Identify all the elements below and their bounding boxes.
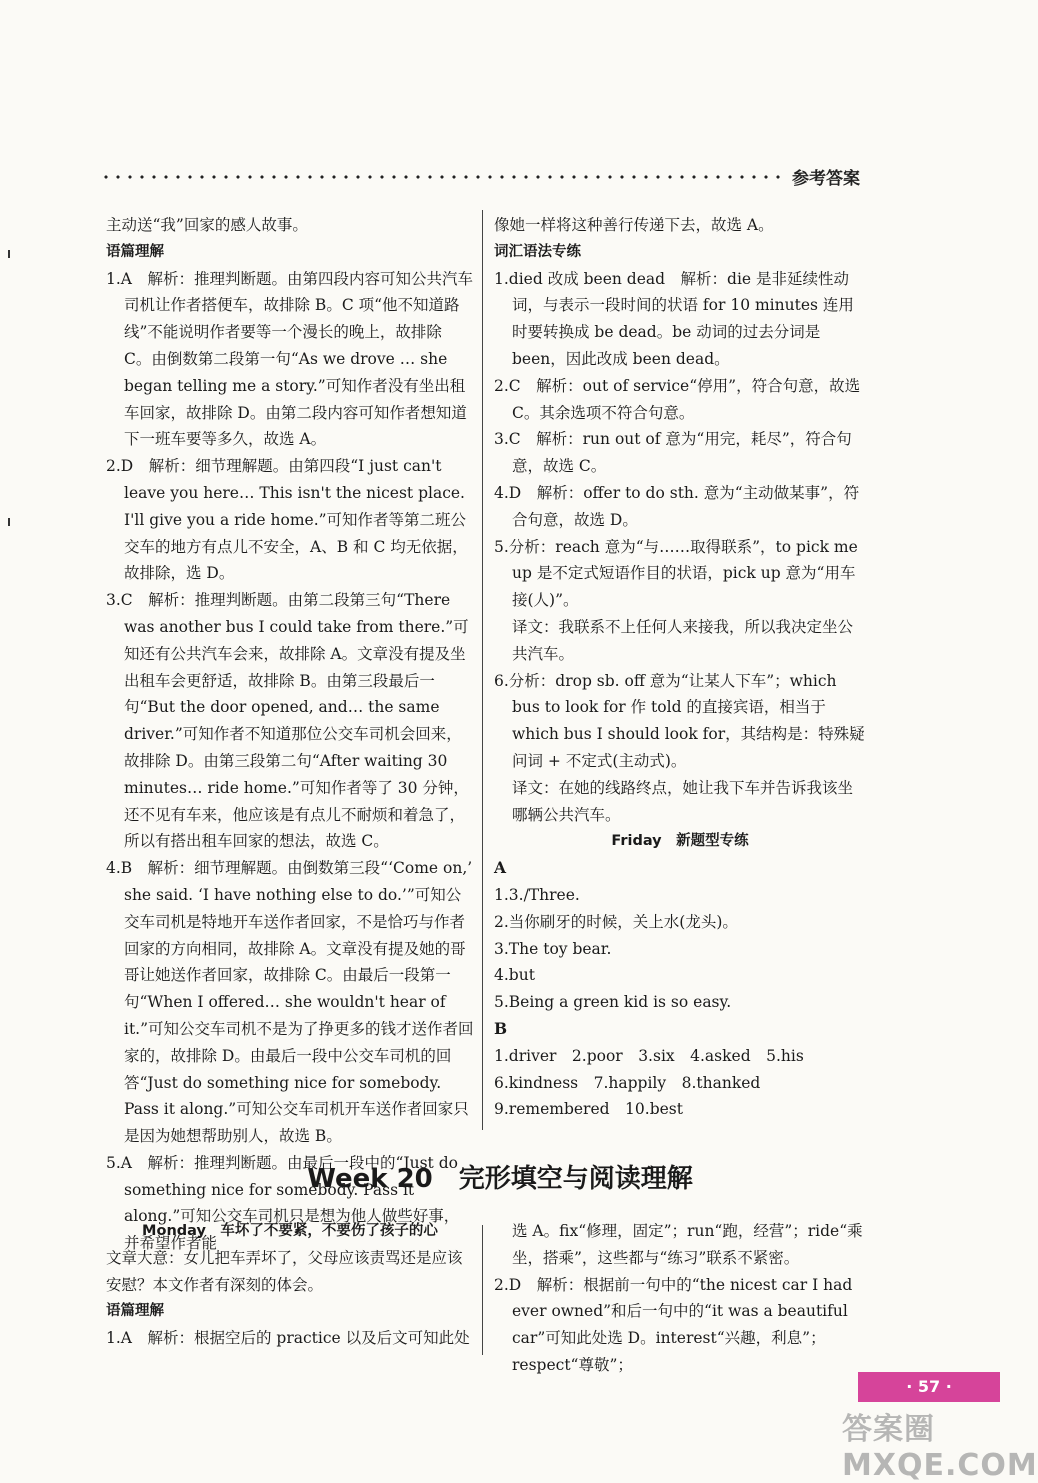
- continued-text: 像她一样将这种善行传递下去，故选 A。: [494, 216, 774, 234]
- answer-item: 5.A 解析：推理判断题。由最后一段中的“Just do something nice for somebody. Pass it along.”可知公交车司机只是想为他人做些好事，并希望作者能: [106, 1153, 460, 1253]
- part-label: A: [494, 858, 507, 878]
- answer-item: 2.C 解析：out of service“停用”，符合句意，故选 C。其余选项不符合句意。: [494, 376, 861, 422]
- section-title: 语篇理解: [106, 1303, 164, 1320]
- answer-item: 2.D 解析：细节理解题。由第四段“I just can't leave you here… This isn't the nicest place. I'll give you a ride home.”可知作者等第二班公交车的地方有点儿不安全，A、B 和 C 均无依据，故排除，选 D。: [106, 457, 468, 583]
- answer-row: 6.kindness 7.happily 8.thanked: [494, 1073, 761, 1092]
- page-number: · 57 ·: [858, 1372, 1000, 1402]
- answer-item: 6.分析：drop sb. off 意为“让某人下车”；which bus to look for 作 told 的直接宾语，相当于 which bus I should look for，其结构是：特殊疑问词 + 不定式(主动式)。: [494, 671, 865, 770]
- bottom-left-column: [106, 1218, 474, 1352]
- answer-item: 5.Being a green kid is so easy.: [494, 993, 732, 1012]
- answer-item: 1.A 解析：根据空后的 practice 以及后文可知此处: [106, 1329, 470, 1348]
- answer-item: 2.D 解析：根据前一句中的“the nicest car I had ever owned”和后一句中的“it was a beautiful car”可知此处选 D。interest“兴趣，利息”；respect“尊敬”；: [494, 1275, 853, 1374]
- friday-title: Friday 新题型专练: [611, 833, 749, 850]
- monday-title: Monday 车坏了不要紧，不要伤了孩子的心: [142, 1223, 438, 1239]
- answer-item: 4.D 解析：offer to do sth. 意为“主动做某事”，符合句意，故选 D。: [494, 483, 860, 529]
- answer-item: 1.3./Three.: [494, 885, 580, 904]
- answer-item: 3.C 解析：run out of 意为“用完，耗尽”，符合句意，故选 C。: [494, 430, 852, 476]
- answer-item: 1.A 解析：推理判断题。由第四段内容可知公共汽车司机让作者搭便车，故排除 B。C 项“他不知道路线”不能说明作者要等一个漫长的晚上，故排除 C。由倒数第二段第一句“As we drove … she began telling me a story.”可知作者没有坐出租车回家，故排除 D。由第二段内容可知作者想知道下一班车要等多久，故选 A。: [106, 269, 473, 449]
- translation: 译文：在她的线路终点，她让我下车并告诉我该坐哪辆公共汽车。: [512, 778, 854, 824]
- section-title: 词汇语法专练: [494, 243, 581, 260]
- answer-item: 5.分析：reach 意为“与……取得联系”，to pick me up 是不定式短语作目的状语，pick up 意为“用车接(人)”。: [494, 537, 858, 610]
- answer-item: 3.C 解析：推理判断题。由第二段第三句“There was another bus I could take from there.”可知还有公共汽车会来，故排除 A。文章没有提及坐出租车会更舒适，故排除 B。由第三段最后一句“But the door opened, and… the same driver.”可知作者不知道那位公交车司机会回来，故排除 D。由第三段第二句“After waiting 30 minutes… ride home.”可知作者等了 30 分钟，还不见有车来，他应该是有点儿不耐烦和着急了，所以有搭出租车回家的想法，故选 C。: [106, 591, 469, 851]
- part-label: B: [494, 1018, 508, 1038]
- watermark: 答案圈 MXQE.COM: [842, 1412, 1038, 1483]
- column-divider: [482, 210, 483, 1130]
- answer-item: 2.当你刷牙的时候，关上水(龙头)。: [494, 912, 738, 931]
- edge-mark: [8, 518, 10, 526]
- edge-mark: [8, 250, 10, 258]
- header-title: 参考答案: [792, 169, 860, 189]
- answer-row: 9.remembered 10.best: [494, 1100, 683, 1119]
- answer-item: 3.The toy bear.: [494, 939, 612, 958]
- answer-row: 1.driver 2.poor 3.six 4.asked 5.his: [494, 1046, 804, 1065]
- answer-item: 4.B 解析：细节理解题。由倒数第三段“‘Come on,’ she said. ‘I have nothing else to do.’”可知公交车司机是特地开车送作者回家，不是恰巧与作者回家的方向相同，故排除 A。文章没有提及她的哥哥让她送作者回家，故排除 C。由最后一段第一句“When I offered… she wouldn't hear of it.”可知公交车司机不是为了挣更多的钱才送作者回家的，故排除 D。由最后一段中公交车司机的回答“Just do something nice for somebody. Pass it along.”可知公交车司机开车送作者回家只是因为她想帮助别人，故选 B。: [106, 859, 474, 1146]
- continued-text: 选 A。fix“修理，固定”；run“跑，经营”；ride“乘坐，搭乘”，这些都与“练习”联系不紧密。: [512, 1222, 863, 1267]
- answer-item: 1.died 改成 been dead 解析：die 是非延续性动词，与表示一段时间的状语 for 10 minutes 连用时要转换成 be dead。be 动词的过去分词是 been，因此改成 been dead。: [494, 269, 854, 368]
- column-divider: [482, 1225, 483, 1355]
- week-title: Week 20 完形填空与阅读理解: [307, 1164, 693, 1194]
- header-dotted-rule: [100, 170, 780, 184]
- translation: 译文：我联系不上任何人来接我，所以我决定坐公共汽车。: [512, 617, 854, 663]
- bottom-right-column: [494, 1218, 866, 1379]
- intro-text: 主动送“我”回家的感人故事。: [106, 216, 308, 234]
- section-title: 语篇理解: [106, 243, 164, 260]
- left-column: [106, 212, 474, 1257]
- answer-item: 4.but: [494, 966, 535, 985]
- summary: 文章大意：女儿把车弄坏了，父母应该责骂还是应该安慰？本文作者有深刻的体会。: [106, 1248, 463, 1294]
- right-column: [494, 212, 866, 1123]
